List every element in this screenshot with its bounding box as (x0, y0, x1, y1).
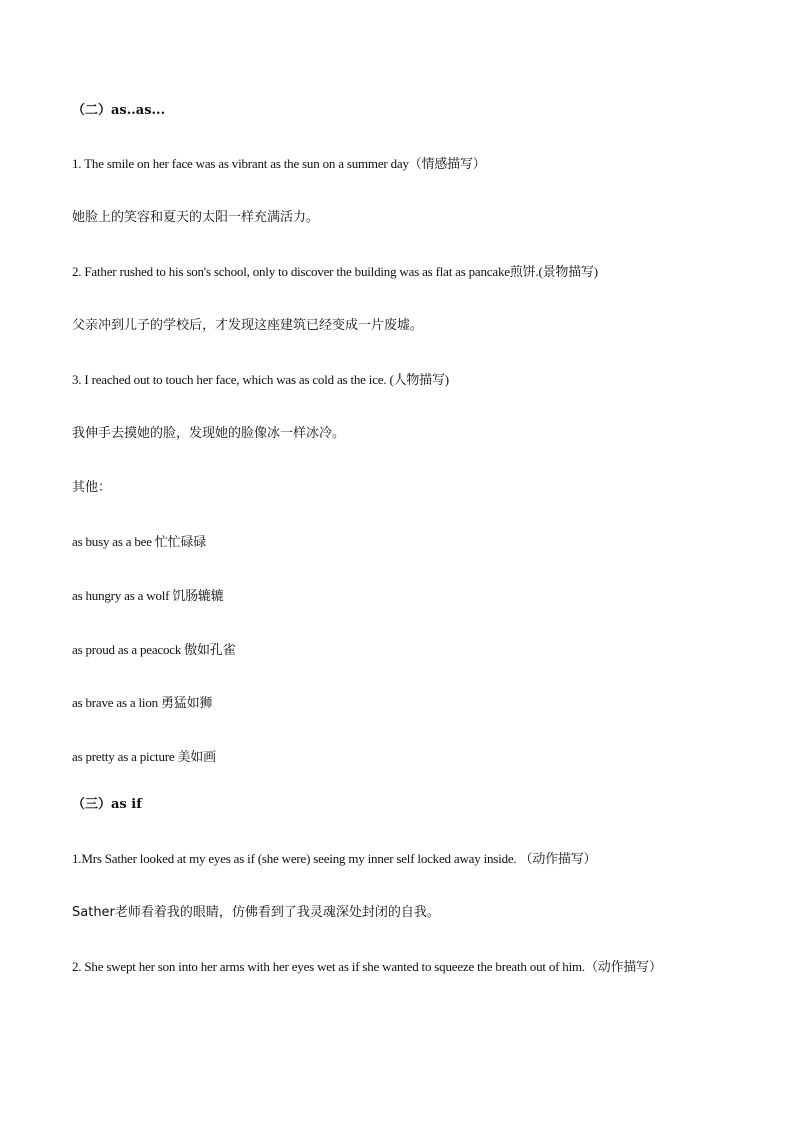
example-sentence-3: 3. I reached out to touch her face, which was as cold as the ice. (人物描写) (72, 372, 449, 387)
others-label: 其他： (72, 480, 112, 495)
simile-item: as proud as a peacock 傲如孔雀 (72, 642, 236, 657)
simile-item: as hungry as a wolf 饥肠辘辘 (72, 588, 224, 603)
section-heading-as-if: （三）as if (72, 797, 142, 812)
example-translation-2: 父亲冲到儿子的学校后，才发现这座建筑已经变成一片废墟。 (72, 318, 424, 333)
section-heading-as-as: （二）as..as... (72, 103, 166, 118)
example-sentence-4: 1.Mrs Sather looked at my eyes as if (she were) seeing my inner self locked away inside. （动作描写） (72, 851, 597, 866)
simile-item: as pretty as a picture 美如画 (72, 749, 216, 764)
example-translation-4: Sather老师看着我的眼睛，仿佛看到了我灵魂深处封闭的自我。 (72, 905, 440, 920)
example-sentence-2: 2. Father rushed to his son's school, only to discover the building was as flat as pancake煎饼.(景物描写) (72, 264, 598, 279)
example-sentence-1: 1. The smile on her face was as vibrant as the sun on a summer day（情感描写） (72, 156, 486, 171)
simile-item: as brave as a lion 勇猛如狮 (72, 695, 213, 710)
example-sentence-5: 2. She swept her son into her arms with her eyes wet as if she wanted to squeeze the breath out of him.（动作描写） (72, 959, 662, 974)
example-translation-3: 我伸手去摸她的脸，发现她的脸像冰一样冰冷。 (72, 426, 346, 441)
simile-item: as busy as a bee 忙忙碌碌 (72, 534, 207, 549)
example-translation-1: 她脸上的笑容和夏天的太阳一样充满活力。 (72, 210, 320, 225)
